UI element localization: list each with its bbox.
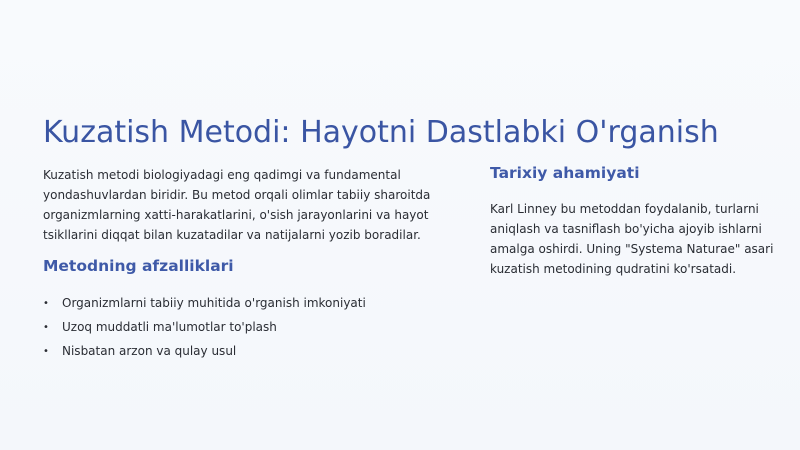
advantages-list [43,295,443,359]
advantages-heading: Metodning afzalliklari [43,257,234,275]
bullet-icon: • [43,346,49,357]
right-column [490,162,780,279]
list-item-text: Nisbatan arzon va qulay usul [62,344,237,358]
intro-paragraph: Kuzatish metodi biologiyadagi eng qadimgi va fundamental yondashuvlardan biridir. Bu metod orqali olimlar tabiiy sharoitda organizmlarning xatti-harakatlarini, o'sish jarayonlarini va hayot tsikllarini diqqat bilan kuzatadilar va natijalarni yozib boradilar. [43,168,431,242]
historical-heading: Tarixiy ahamiyati [490,164,640,182]
left-column [43,165,443,367]
historical-paragraph: Karl Linney bu metoddan foydalanib, turlarni aniqlash va tasniflash bo'yicha ajoyib ishlarni amalga oshirdi. Uning "Systema Naturae" asari kuzatish metodining qudratini ko'rsatadi. [490,202,774,276]
bullet-icon: • [43,322,49,333]
slide-title: Kuzatish Metodi: Hayotni Dastlabki O'rganish [43,115,719,151]
list-item [43,295,443,311]
list-item [43,343,443,359]
list-item-text: Uzoq muddatli ma'lumotlar to'plash [62,320,277,334]
list-item-text: Organizmlarni tabiiy muhitida o'rganish imkoniyati [62,296,366,310]
list-item [43,319,443,335]
bullet-icon: • [43,298,49,309]
